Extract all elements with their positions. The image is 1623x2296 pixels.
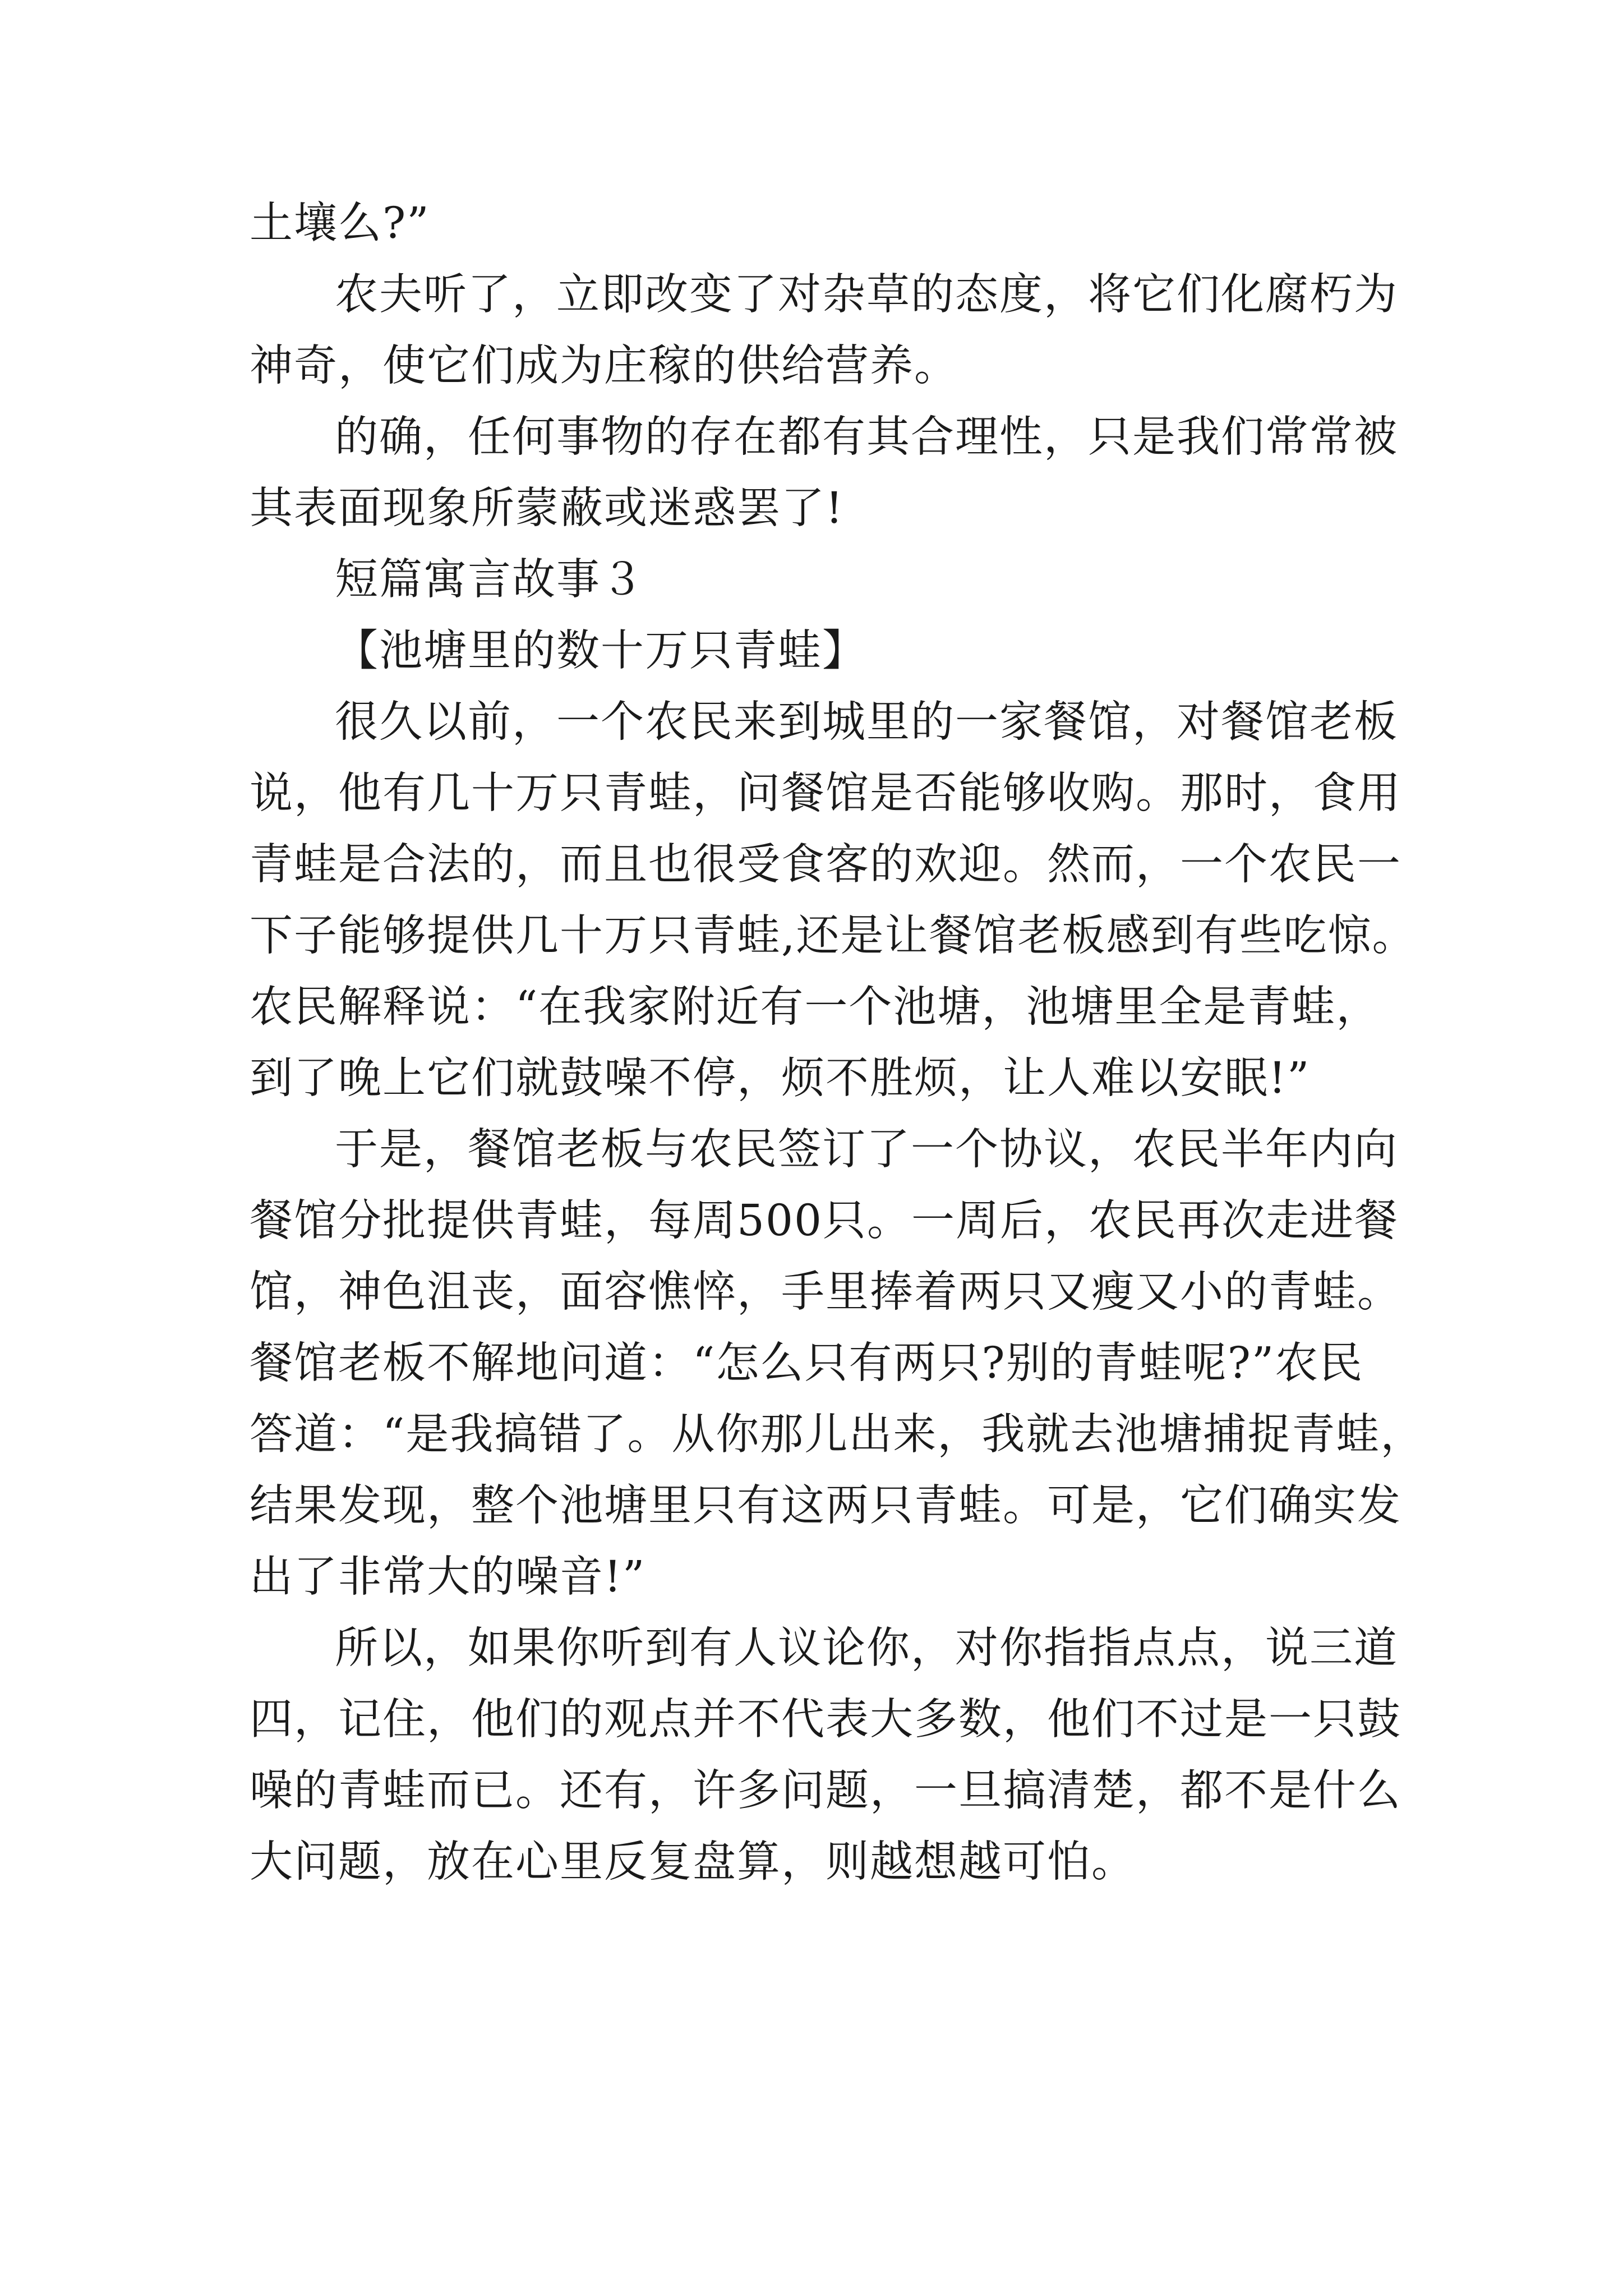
text-line: 餐馆老板不解地问道：“怎么只有两只?别的青蛙呢?”农民 bbox=[250, 1338, 1364, 1388]
text-line: 农民解释说：“在我家附近有一个池塘，池塘里全是青蛙， bbox=[250, 982, 1381, 1032]
text-line: 答道：“是我搞错了。从你那儿出来，我就去池塘捕捉青蛙， bbox=[250, 1410, 1425, 1460]
text-line: 青蛙是合法的，而且也很受食客的欢迎。然而，一个农民一 bbox=[250, 840, 1401, 890]
text-line: 结果发现，整个池塘里只有这两只青蛙。可是，它们确实发 bbox=[250, 1481, 1401, 1531]
text-line: 说，他有几十万只青蛙，问餐馆是否能够收购。那时，食用 bbox=[250, 769, 1401, 818]
text-line: 噪的青蛙而已。还有，许多问题，一旦搞清楚，都不是什么 bbox=[250, 1766, 1401, 1816]
text-line: 大问题，放在心里反复盘算，则越想越可怕。 bbox=[250, 1837, 1136, 1887]
text-line: 四，记住，他们的观点并不代表大多数，他们不过是一只鼓 bbox=[250, 1695, 1401, 1745]
text-line: 农夫听了，立即改变了对杂草的态度，将它们化腐朽为 bbox=[335, 270, 1398, 320]
text-line: 于是，餐馆老板与农民签订了一个协议，农民半年内向 bbox=[335, 1125, 1398, 1175]
story-title: 【池塘里的数十万只青蛙】 bbox=[335, 626, 866, 676]
text-line: 神奇，使它们成为庄稼的供给营养。 bbox=[250, 341, 958, 391]
section-heading: 短篇寓言故事３ bbox=[335, 555, 645, 605]
text-line: 很久以前，一个农民来到城里的一家餐馆，对餐馆老板 bbox=[335, 697, 1398, 747]
text-line: 土壤么?” bbox=[250, 199, 430, 249]
text-line: 出了非常大的噪音!” bbox=[250, 1552, 646, 1602]
document-body bbox=[250, 188, 1425, 1898]
text-line: 到了晚上它们就鼓噪不停，烦不胜烦，让人难以安眠!” bbox=[250, 1053, 1311, 1103]
text-line: 下子能够提供几十万只青蛙,还是让餐馆老板感到有些吃惊。 bbox=[250, 911, 1417, 961]
text-line: 的确，任何事物的存在都有其合理性，只是我们常常被 bbox=[335, 412, 1398, 462]
text-line: 餐馆分批提供青蛙，每周500只。一周后，农民再次走进餐 bbox=[250, 1196, 1399, 1246]
text-line: 所以，如果你听到有人议论你，对你指指点点，说三道 bbox=[335, 1623, 1398, 1673]
text-line: 馆，神色沮丧，面容憔悴，手里捧着两只又瘦又小的青蛙。 bbox=[250, 1267, 1401, 1317]
text-line: 其表面现象所蒙蔽或迷惑罢了! bbox=[250, 484, 844, 533]
